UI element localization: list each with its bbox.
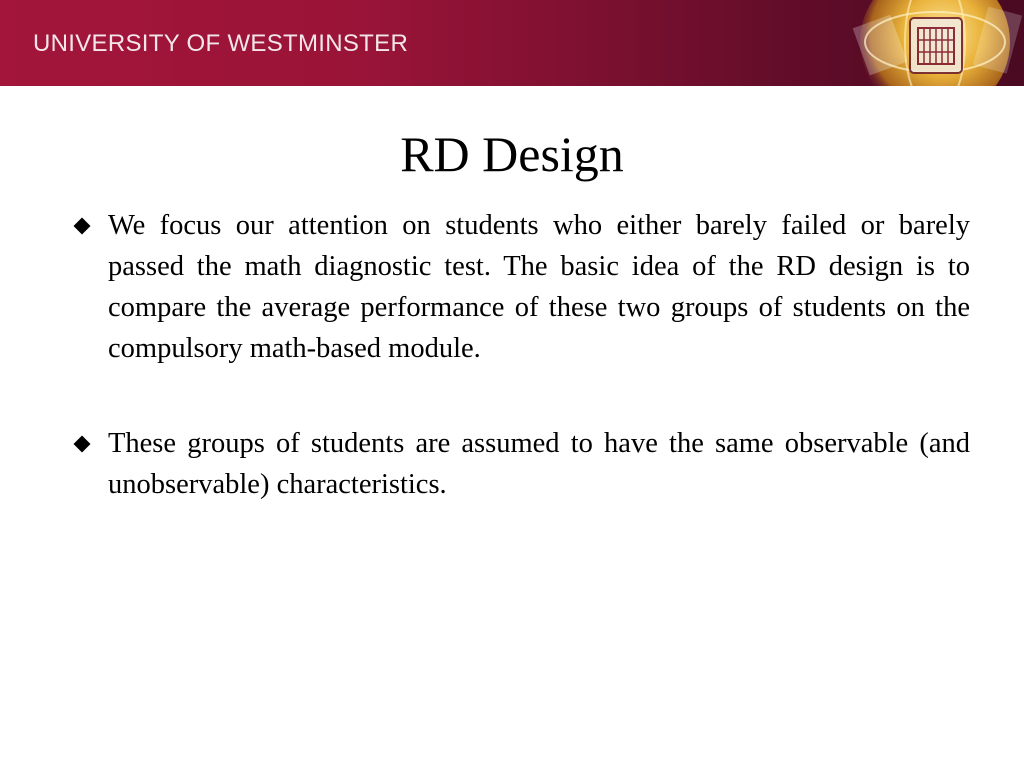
bullet-item — [68, 205, 970, 369]
diamond-bullet-icon — [74, 218, 91, 235]
bullet-item — [68, 423, 970, 505]
bullet-list — [68, 205, 970, 505]
diamond-bullet-icon — [74, 436, 91, 453]
bullet-text: These groups of students are assumed to have the same observable (and unobservable) characteristics. — [108, 428, 970, 500]
bullet-text: We focus our attention on students who either barely failed or barely passed the math diagnostic test. The basic idea of the RD design is to compare the average performance of these two groups of students on the compulsory math-based module. — [108, 210, 970, 364]
header-banner — [0, 0, 1024, 86]
slide-title: RD Design — [400, 126, 624, 182]
university-name: UNIVERSITY OF WESTMINSTER — [33, 30, 409, 57]
westminster-crest-globe-icon — [830, 0, 1024, 86]
